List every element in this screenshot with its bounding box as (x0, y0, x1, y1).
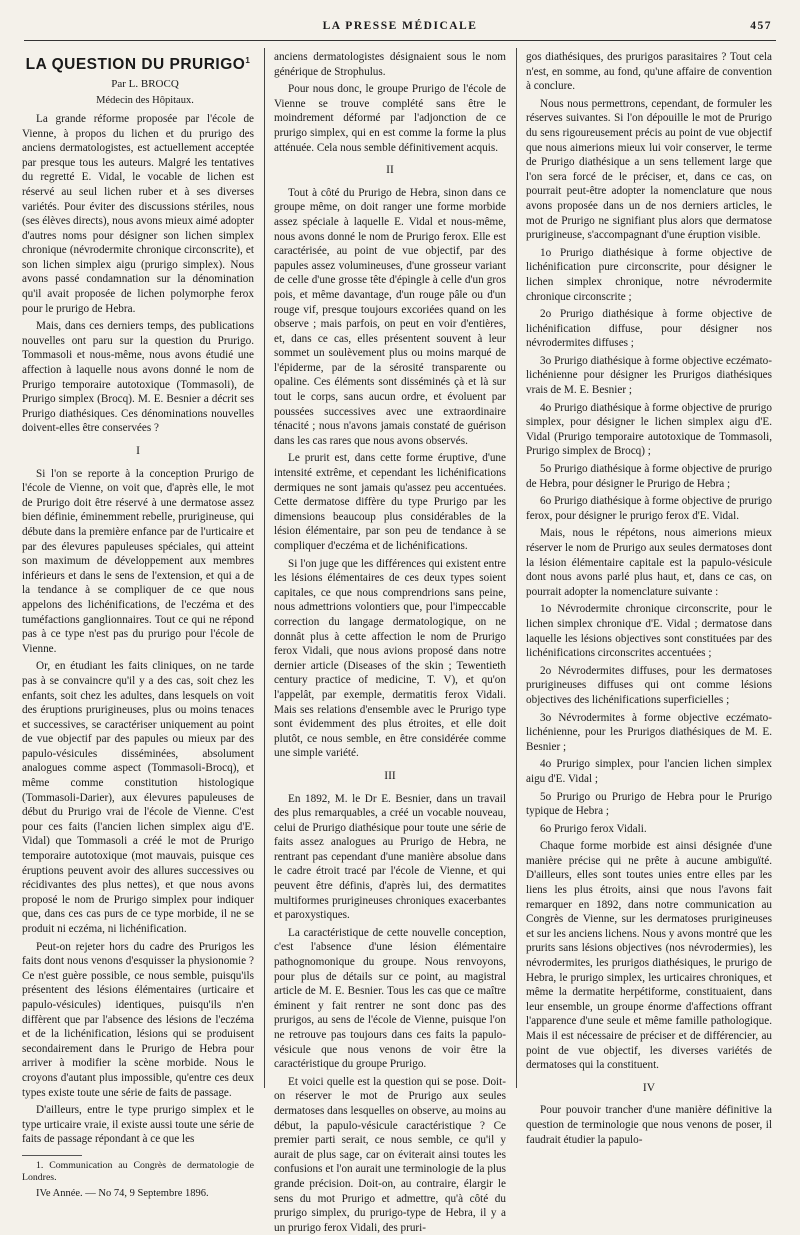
paragraph: Nous nous permettrons, cependant, de formuler les réserves suivantes. Si l'on dépouille le mot de Prurigo du sens rigoureusement précis au point de vue objectif que nous aimerions mieux lui voir conserver, le terme de Prurigo diathésique a un sens tellement large que l'on sera forcé de le préciser, et, dans ce cas, on pourrait peut-être adopter la nomenclature que nous avons proposée dans un de nos derniers articles, le mot de Prurigo ne signifiant plus alors que dermatose prurigineuse, s'accompagnant d'une éruption visible. (526, 97, 772, 242)
column-divider-1 (264, 48, 265, 1088)
page-number: 457 (750, 20, 772, 32)
column-2 (274, 50, 506, 1234)
paragraph: Mais, dans ces derniers temps, des publications nouvelles ont paru sur la question du Prurigo. Tommasoli et nous-même, nous avons étudié une affection à laquelle nous avons donné le nom de Prurigo temporaire autotoxique (Tommasoli), de Prurigo simplex (Brocq). M. E. Besnier a décrit ses Prurigo diathésiques. Ces dénominations nouvelles doivent-elles être conservées ? (22, 320, 254, 435)
paragraph: Or, en étudiant les faits cliniques, on ne tarde pas à se convaincre qu'il y a des cas, soit chez les enfants, soit chez les adultes, dans lesquels on voit des éruptions prurigineuses, plus ou moins tenaces et successives, se caractériser uniquement au point de vue objectif par des papules ou mieux par des papulo-vésicules disséminées, absolument analogues comme aspect (Tommasoli-Brocq), et même comme constitution histologique (Tommasoli-Darier), aux élevures papuleuses de début du Prurigo vrai de l'école de Vienne. C'est pour ces faits (l'ancien lichen simplex aigu d'E. Vidal) que Tommasoli a créé le mot de Prurigo temporaire autotoxique (mot mauvais, puisque ces éruptions peuvent avoir des allures successives ou récidivantes des plus nettes), et que nous avons proposé le nom de Prurigo simplex pour indiquer que, dans ces cas purs de ce type morbide, il ne se produit ni eczéma, ni lichénification. (22, 660, 254, 935)
paragraph: La caractéristique de cette nouvelle conception, c'est l'absence d'une lésion élémentaire pathognomonique du groupe. Nous renvoyons, pour plus de détails sur ce point, au magistral article de M. E. Besnier. Tous les cas que ce maître éminent y fait rentrer ne sont donc pas des prurigos, au sens de l'école de Vienne, puisque l'on ne retrouve pas toujours dans ces faits la papulo-vésicule que nous venons de voir être la caractéristique du groupe Prurigo. (274, 926, 506, 1071)
paragraph: Si l'on juge que les différences qui existent entre les lésions élémentaires de ces deux types soient capitales, ce que nous comprendrions sans peine, nous admettrions volontiers que, pour l'impeccable correction du langage dermatologique, on ne donnât plus à cette affection le nom de Prurigo ferox Vidali, que nous avions proposé dans notre dernier article (Diseases of the skin ; Tewentieth century practice of medicine, T. V), et qu'on l'appelât, par exemple, dermatitis ferox Vidali. Mais ses relations d'ensemble avec le Prurigo type sont évidemment des plus étroites, et elle doit plutôt, ce nous semble, en être considérée comme une simple variété. (274, 557, 506, 760)
article-author: Par L. BROCQ (111, 77, 179, 90)
list-item: 4o Prurigo diathésique à forme objective de prurigo simplex, pour désigner le lichen simplex aigu d'E. Vidal (Prurigo temporaire autotoxique de Tommasoli, Prurigo simplex de Brocq) ; (526, 401, 772, 458)
column-divider-2 (516, 48, 517, 1088)
list-item: 3o Prurigo diathésique à forme objective eczémato-lichénienne pour désigner les Prurigos diathésiques vrais de M. E. Besnier ; (526, 354, 772, 397)
paragraph: La grande réforme proposée par l'école de Vienne, à propos du lichen et du prurigo des anciens dermatologistes, est actuellement acceptée par presque tous les auteurs. Malgré les tentatives du regretté E. Vidal, le vocable de lichen est réservé au seul lichen ruber et à ses diverses variétés. Pour éviter des discussions stériles, nous (ses élèves directs), nous avons mieux aimé adopter d'autres noms pour désigner son lichen simplex chronique (névrodermite chronique circonscrite), et son lichen simplex aigu (prurigo simplex). Nous avons passé condamnation sur la dénomination qu'il avait proposée de lichen polymorphe ferox pour le prurigo de Hebra. (22, 112, 254, 315)
paragraph: Tout à côté du Prurigo de Hebra, sinon dans ce groupe même, on doit ranger une forme morbide assez spéciale à laquelle E. Vidal et nous-même, nous avons donné le nom de Prurigo ferox. Elle est caractérisée, au point de vue objectif, par des papules assez volumineuses, d'une grosseur variant de celle d'une grosse tête d'épingle à celle d'un gros pois, et même davantage, d'un rouge pâle ou d'un rouge vif, presque toujours excoriées quand on les observe ; mais parfois, on peut en voir d'entières, et, dans ce cas, elles présentent souvent à leur sommet un soulèvement plus ou moins marqué de l'épiderme, par de la sérosité transparente ou opaline. Ces éléments sont disséminés çà et là sur tout le corps, sans aucun ordre, et évoluent par poussées successives avec une extraordinaire ténacité ; nous n'avons jamais constaté de guérison dans les cas rares que nous avons observés. (274, 186, 506, 447)
list-item: 2o Prurigo diathésique à forme objective de lichénification diffuse, pour désigner nos névrodermites diffuses ; (526, 308, 772, 350)
paragraph: Pour pouvoir trancher d'une manière définitive la question de terminologie que nous venons de poser, il faudrait étudier la papulo- (526, 1104, 772, 1146)
running-header (24, 20, 776, 42)
paragraph: Peut-on rejeter hors du cadre des Prurigos les faits dont nous venons d'esquisser la physionomie ? Ce n'est guère possible, ce nous semble, puisqu'ils présentent des lésions élémentaires (urticaire et papulo-vésicules) identiques, puisqu'ils n'en diffèrent que par l'absence des lésions de l'eczéma et de la lichénification, lésions qui se produisent secondairement dans le Prurigo de Hebra pour arriver à modifier la scène morbide. Nous le croyons d'autant plus impossible, qu'entre ces deux types existe toute une série de faits de passage. (22, 940, 254, 1099)
list-item: 5o Prurigo diathésique à forme objective de prurigo de Hebra, pour désigner le Prurigo de Hebra ; (526, 463, 772, 490)
column-3 (526, 50, 772, 1146)
author-role: Médecin des Hôpitaux. (96, 95, 194, 107)
section-heading: III (384, 769, 396, 782)
column-1 (22, 50, 254, 1199)
paragraph: anciens dermatologistes désignaient sous le nom générique de Strophulus. (274, 51, 506, 78)
footnote-rule (22, 1155, 82, 1156)
list-item: 3o Névrodermites à forme objective eczémato-lichénienne, pour les Prurigos diathésiques de M. E. Besnier ; (526, 711, 772, 753)
list-item: 6o Prurigo diathésique à forme objective de prurigo ferox, pour désigner le prurigo ferox d'E. Vidal. (526, 495, 772, 522)
list-item: 1o Névrodermite chronique circonscrite, pour le lichen simplex chronique d'E. Vidal ; dermatose dans laquelle les lésions objectives sont constituées par des lichénifications circonscrites accentuées ; (526, 603, 772, 660)
paragraph: Et voici quelle est la question qui se pose. Doit-on réserver le mot de Prurigo aux seules dermatoses dans lesquelles on observe, au moins au début, la papulo-vésicule caractéristique ? Ce premier parti serait, ce nous semble, ce qu'il y aurait de plus sage, car on éviterait ainsi toutes les confusions et l'on aurait une terminologie de la plus grande précision. Doit-on, au contraire, élargir le sens du mot Prurigo et admettre, qu'à côté du prurigo simplex, du prurigo-type de Hebra, il y a un prurigo ferox Vidali, des pruri- (274, 1075, 506, 1234)
paragraph: Mais, nous le répétons, nous aimerions mieux réserver le nom de Prurigo aux seules dermatoses dont la lésion élémentaire capitale est la papulo-vésicule dont nous avons parlé plus haut, et, dans ce cas, on pourrait adopter la nomenclature suivante : (526, 527, 772, 598)
paragraph: Pour nous donc, le groupe Prurigo de l'école de Vienne se trouve complété sans être le moindrement déformé par l'adjonction de ce prurigo simplex, qui en est comme la forme la plus atténuée. Cela nous semble définitivement acquis. (274, 83, 506, 154)
list-item: 4o Prurigo simplex, pour l'ancien lichen simplex aigu d'E. Vidal ; (526, 758, 772, 785)
article-title: LA QUESTION DU PRURIGO$^1$ (25, 56, 251, 74)
list-item: 2o Névrodermites diffuses, pour les dermatoses prurigineuses diffuses qui ont comme lésions objectives des lichénifications superficielles ; (526, 664, 772, 706)
paragraph: D'ailleurs, entre le type prurigo simplex et le type urticaire vraie, il existe aussi toute une série de faits de passage répondant à ce que les (22, 1104, 254, 1146)
paragraph: Si l'on se reporte à la conception Prurigo de l'école de Vienne, on voit que, d'après elle, le mot de Prurigo doit être réservé à une dermatose assez bien définie, éminemment rebelle, prurigineuse, qui débute dans la première enfance par de l'urticaire et par des élevures papuleuses spéciales, qui atteint son maximum de développement aux membres inférieurs et dans le sens de l'extension, et qui a de la tendance à se compliquer de ce que nous appelons des lichénifications, de l'eczéma et des tuméfactions ganglionnaires. Tout ce qui ne répond pas à ce type n'est pas du prurigo pour l'école de Vienne. (22, 467, 254, 655)
list-item: 1o Prurigo diathésique à forme objective de lichénification pure circonscrite, pour désigner le lichen simplex chronique, notre névrodermite chronique circonscrite ; (526, 246, 772, 303)
paragraph: Chaque forme morbide est ainsi désignée d'une manière précise qui ne prête à aucune ambiguïté. D'ailleurs, elles sont toutes unies entre elles par les liens les plus étroits, ainsi que nous l'avons fait remarquer en 1892, dans notre communication au Congrès de Vienne, sur les dermatoses prurigineuses et sur les anciens lichens. Nous y avons montré que les prurits sans lésions objectives (nos névrodermies), les névrodermites, les prurigos diathésiques, le prurigo de Hebra, le prurigo simplex, les urticaires chroniques, et même la dermatite herpétiforme, constituaient, dans leur ensemble, un groupe énorme d'affections offrant l'apparence d'une seule et même famille pathologique. Mais il est nécessaire de préciser et de différencier, au point de vue objectif, les diverses variétés de dermatoses qui la constituent. (526, 840, 772, 1072)
section-heading: II (386, 164, 394, 177)
footnote: 1. Communication au Congrès de dermatologie de Londres. (22, 1159, 254, 1183)
list-item: 5o Prurigo ou Prurigo de Hebra pour le Prurigo typique de Hebra ; (526, 790, 772, 818)
section-heading: I (136, 445, 140, 457)
list-item: 6o Prurigo ferox Vidali. (540, 822, 647, 835)
section-heading: IV (642, 1081, 656, 1094)
journal-name: LA PRESSE MÉDICALE (322, 20, 478, 32)
paragraph: Le prurit est, dans cette forme éruptive, d'une intensité extrême, et cependant les lichénifications dermiques ne sont jamais qu'assez peu accentuées. Cette dermatose diffère du type Prurigo par les dimensions beaucoup plus considérables de la lésion élémentaire, par son peu de tendance à se compliquer d'eczéma et de lichénifications. (274, 452, 506, 552)
paragraph: En 1892, M. le Dr E. Besnier, dans un travail des plus remarquables, a créé un vocable nouveau, celui de Prurigo diathésique pour toute une série de faits assez analogues au Prurigo de Hebra, ne rentrant pas cependant d'une manière absolue dans le cadre étroit tracé par l'école de Vienne, et qui peuvent être définis, d'après lui, des dermatites multiformes prurigineuses chroniques exacerbantes et paroxystiques. (274, 792, 506, 922)
title-footnote-mark: 1 (245, 56, 251, 65)
paragraph: gos diathésiques, des prurigos parasitaires ? Tout cela n'est, en somme, au fond, qu'une affaire de convention à conclure. (526, 51, 772, 93)
issue-line: IVe Année. — No 74, 9 Septembre 1896. (36, 1187, 209, 1199)
header-rule (24, 40, 776, 41)
